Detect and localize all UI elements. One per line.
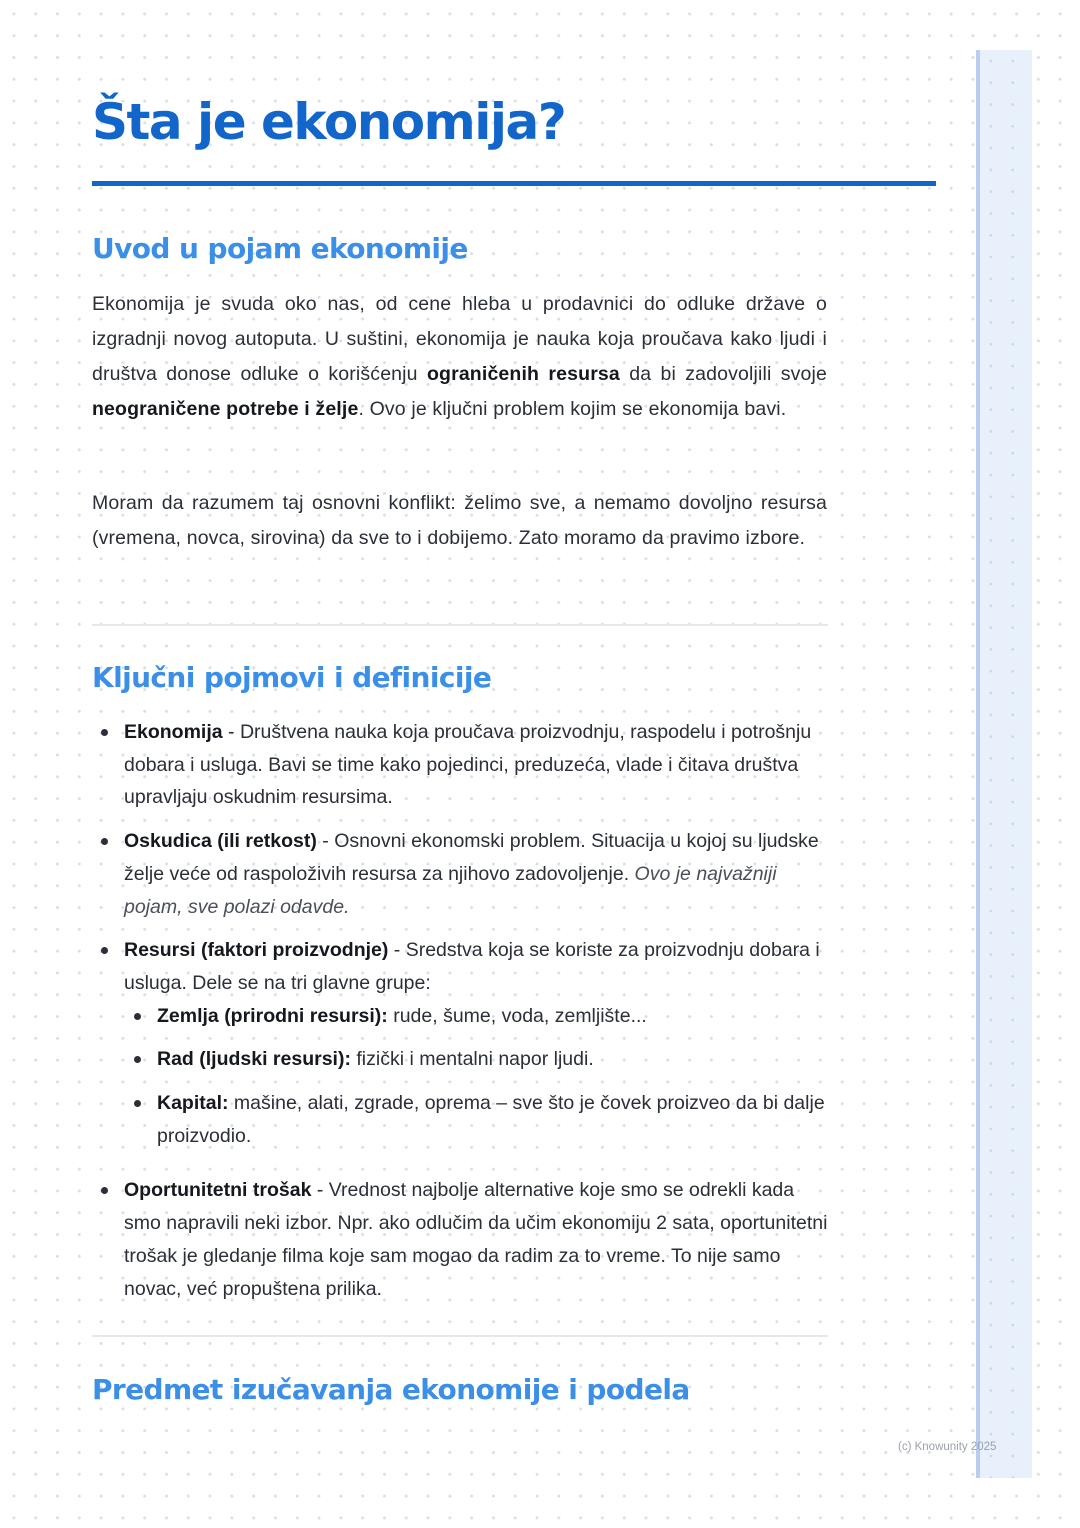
copyright-footer: (c) Knowunity 2025: [898, 1441, 997, 1453]
sub-list-item: Kapital: mašine, alati, zgrade, oprema – sve što je čovek proizveo da bi dalje proizvodio.: [124, 1087, 832, 1152]
section-heading-intro: Uvod u pojam ekonomije: [92, 232, 468, 265]
bold-term-limited-resources: ograničenih resursa: [426, 363, 620, 385]
resource-types-list: [124, 1000, 832, 1153]
sub-list-item: Zemlja (prirodni resursi): rude, šume, voda, zemljište...: [124, 1000, 832, 1033]
list-item: Resursi (faktori proizvodnje) - Sredstva koja se koriste za proizvodnju dobara i usluga. Dele se na tri glavne grupe: Zemlja (prirodni resursi): rude, šume, voda, zemljište... Rad (ljudski resursi): fizički i mentalni napor ljudi. Kapital: mašine, alati, zgrade, oprema – sve što je čovek proizveo da bi dalje proizvodio.: [92, 934, 832, 1152]
side-margin-panel: [976, 50, 1032, 1478]
title-underline: [92, 181, 936, 186]
section-heading-key-terms: Ključni pojmovi i definicije: [92, 661, 492, 694]
page-title: Šta je ekonomija?: [92, 93, 566, 151]
key-terms-list: [92, 716, 832, 1305]
list-item: Oskudica (ili retkost) - Osnovni ekonomski problem. Situacija u kojoj su ljudske želje veće od raspoloživih resursa za njihovo zadovoljenje. Ovo je najvažniji pojam, sve polazi odavde.: [92, 825, 832, 923]
section-divider: [92, 624, 828, 626]
intro-paragraph-2: Moram da razumem taj osnovni konflikt: želimo sve, a nemamo dovoljno resursa (vremena, novca, sirovina) da sve to i dobijemo. Zato moramo da pravimo izbore.: [92, 492, 827, 549]
bold-term-unlimited-needs: neograničene potrebe i želje: [92, 398, 359, 420]
list-item: Ekonomija - Društvena nauka koja proučava proizvodnju, raspodelu i potrošnju dobara i usluga. Bavi se time kako pojedinci, preduzeća, vlade i čitava društva upravljaju oskudnim resursima.: [92, 716, 832, 814]
intro-paragraph-1: Ekonomija je svuda oko nas, od cene hleba u prodavnici do odluke države o izgradnji novog autoputa. U suštini, ekonomija je nauka koja proučava kako ljudi i društva donose odluke o korišćenju ograničenih resursa da bi zadovoljili svoje neograničene potrebe i želje. Ovo je ključni problem kojim se ekonomija bavi.: [92, 293, 828, 420]
sub-list-item: Rad (ljudski resursi): fizički i mentalni napor ljudi.: [124, 1043, 832, 1076]
section-divider: [92, 1335, 828, 1337]
section-heading-subject: Predmet izučavanja ekonomije i podela: [92, 1373, 690, 1406]
list-item: Oportunitetni trošak - Vrednost najbolje alternative koje smo se odrekli kada smo napravili neki izbor. Npr. ako odlučim da učim ekonomiju 2 sata, oportunitetni trošak je gledanje filma koje sam mogao da radim za to vreme. To nije samo novac, već propuštena prilika.: [92, 1174, 832, 1305]
